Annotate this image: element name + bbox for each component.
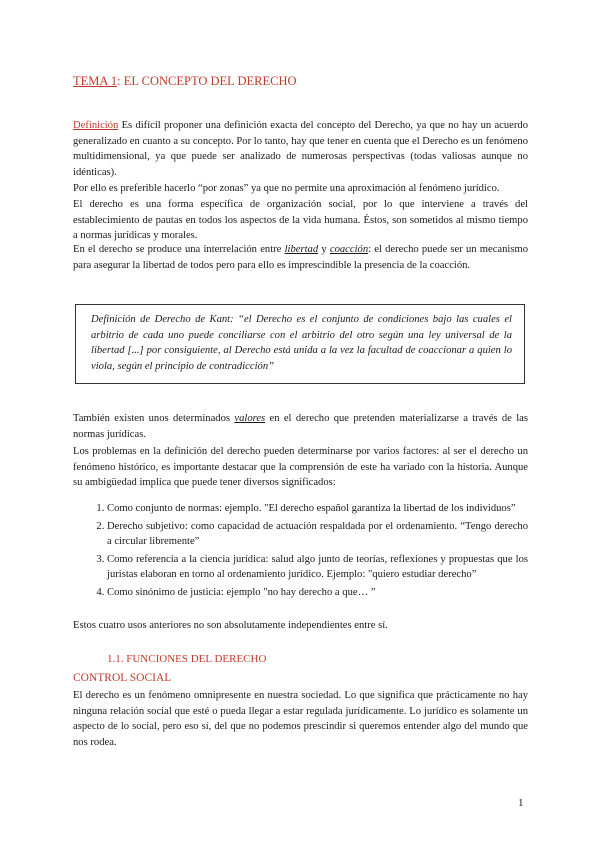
paragraph-social-organization: El derecho es una forma específica de organización social, por lo que interviene a través del establecimiento de pautas en todos los aspectos de la vida humana. Éstos, son sometidos al mismo tiempo a normas jurídicas y morales. xyxy=(73,199,528,242)
term-libertad: libertad xyxy=(284,244,319,255)
paragraph-zones: Por ello es preferible hacerlo “por zonas” ya que no permite una aproximación al fenómeno jurídico. xyxy=(73,183,500,194)
text-segment: : el derecho puede ser un mecanismo para asegurar la libertad de todos pero para ello es imprescindible la presencia de la coacción. xyxy=(73,244,529,271)
paragraph-liberty-coercion xyxy=(73,242,528,273)
paragraph-social-control: El derecho es un fenómeno omnipresente en nuestra sociedad. Lo que significa que prácticamente no hay ninguna relación social que esté o pueda llegar a estar regulada jurídicamente. Lo jurídico es solamente un aspecto de lo social, pero eso sí, del que no podemos prescindir si queremos entender algo del mundo que nos rodea. xyxy=(73,690,528,748)
page-number: 1 xyxy=(518,797,524,809)
page-title xyxy=(73,74,297,89)
definition-paragraph xyxy=(73,118,528,180)
list-item: 3. Como referencia a la ciencia jurídica: salud algo junto de teorías, reflexiones y propuestas que los juristas elaboran en torno al ordenamiento jurídico. Ejemplo: "quiero estudiar derecho” xyxy=(107,552,528,583)
text-segment: y xyxy=(318,244,330,255)
paragraph-values xyxy=(73,411,528,442)
paragraph-uses: Estos cuatro usos anteriores no son absolutamente independientes entre sí. xyxy=(73,620,388,631)
text-segment: en el derecho que pretenden materializarse a través de las normas jurídicas. xyxy=(73,413,528,440)
list-item: 1. Como conjunto de normas: ejemplo. "El derecho español garantiza la libertad de los individuos” xyxy=(107,501,528,517)
list-item: 2. Derecho subjetivo: como capacidad de actuación respaldada por el ordenamiento. “Tengo derecho a circular libremente” xyxy=(107,519,528,550)
term-valores: valores xyxy=(234,413,266,424)
title-rest: : EL CONCEPTO DEL DERECHO xyxy=(117,74,297,88)
kant-quote-box: Definición de Derecho de Kant: “el Derecho es el conjunto de condiciones bajo las cuales el arbitrio de cada uno puede conciliarse con el arbitrio del otro según una ley universal de la libertad [...] por consiguiente, al Derecho está unida a la vez la facultad de coaccionar a quien lo viola, según el principio de contradicción” xyxy=(75,304,525,384)
title-prefix: TEMA 1 xyxy=(73,74,118,88)
text-segment: También existen unos determinados xyxy=(73,413,235,424)
text-segment: En el derecho se produce una interrelación entre xyxy=(73,244,285,255)
term-coaccion: coacción xyxy=(329,244,369,255)
list-item: 4. Como sinónimo de justicia: ejemplo "no hay derecho a que… ” xyxy=(107,585,528,601)
subsection-heading: CONTROL SOCIAL xyxy=(73,672,172,684)
paragraph-problems: Los problemas en la definición del derecho pueden determinarse por varios factores: al ser el derecho un fenómeno histórico, es importante destacar que la comprensión de este ha variado con la historia. Aunque su ambigüedad implica que puede tener diversos significados: xyxy=(73,446,528,489)
definition-text: Es difícil proponer una definición exacta del concepto del Derecho, ya que no hay un acuerdo generalizado en cuanto a su concepto. Por lo tanto, hay que tener en cuenta que el Derecho es un fenómeno multidimensional, ya que puede ser analizado de numerosas perspectivas (todas valiosas aunque no idénticas). xyxy=(73,120,528,178)
meanings-list xyxy=(73,501,528,603)
definition-label: Definición xyxy=(73,120,119,131)
section-heading: 1.1. FUNCIONES DEL DERECHO xyxy=(107,653,267,665)
